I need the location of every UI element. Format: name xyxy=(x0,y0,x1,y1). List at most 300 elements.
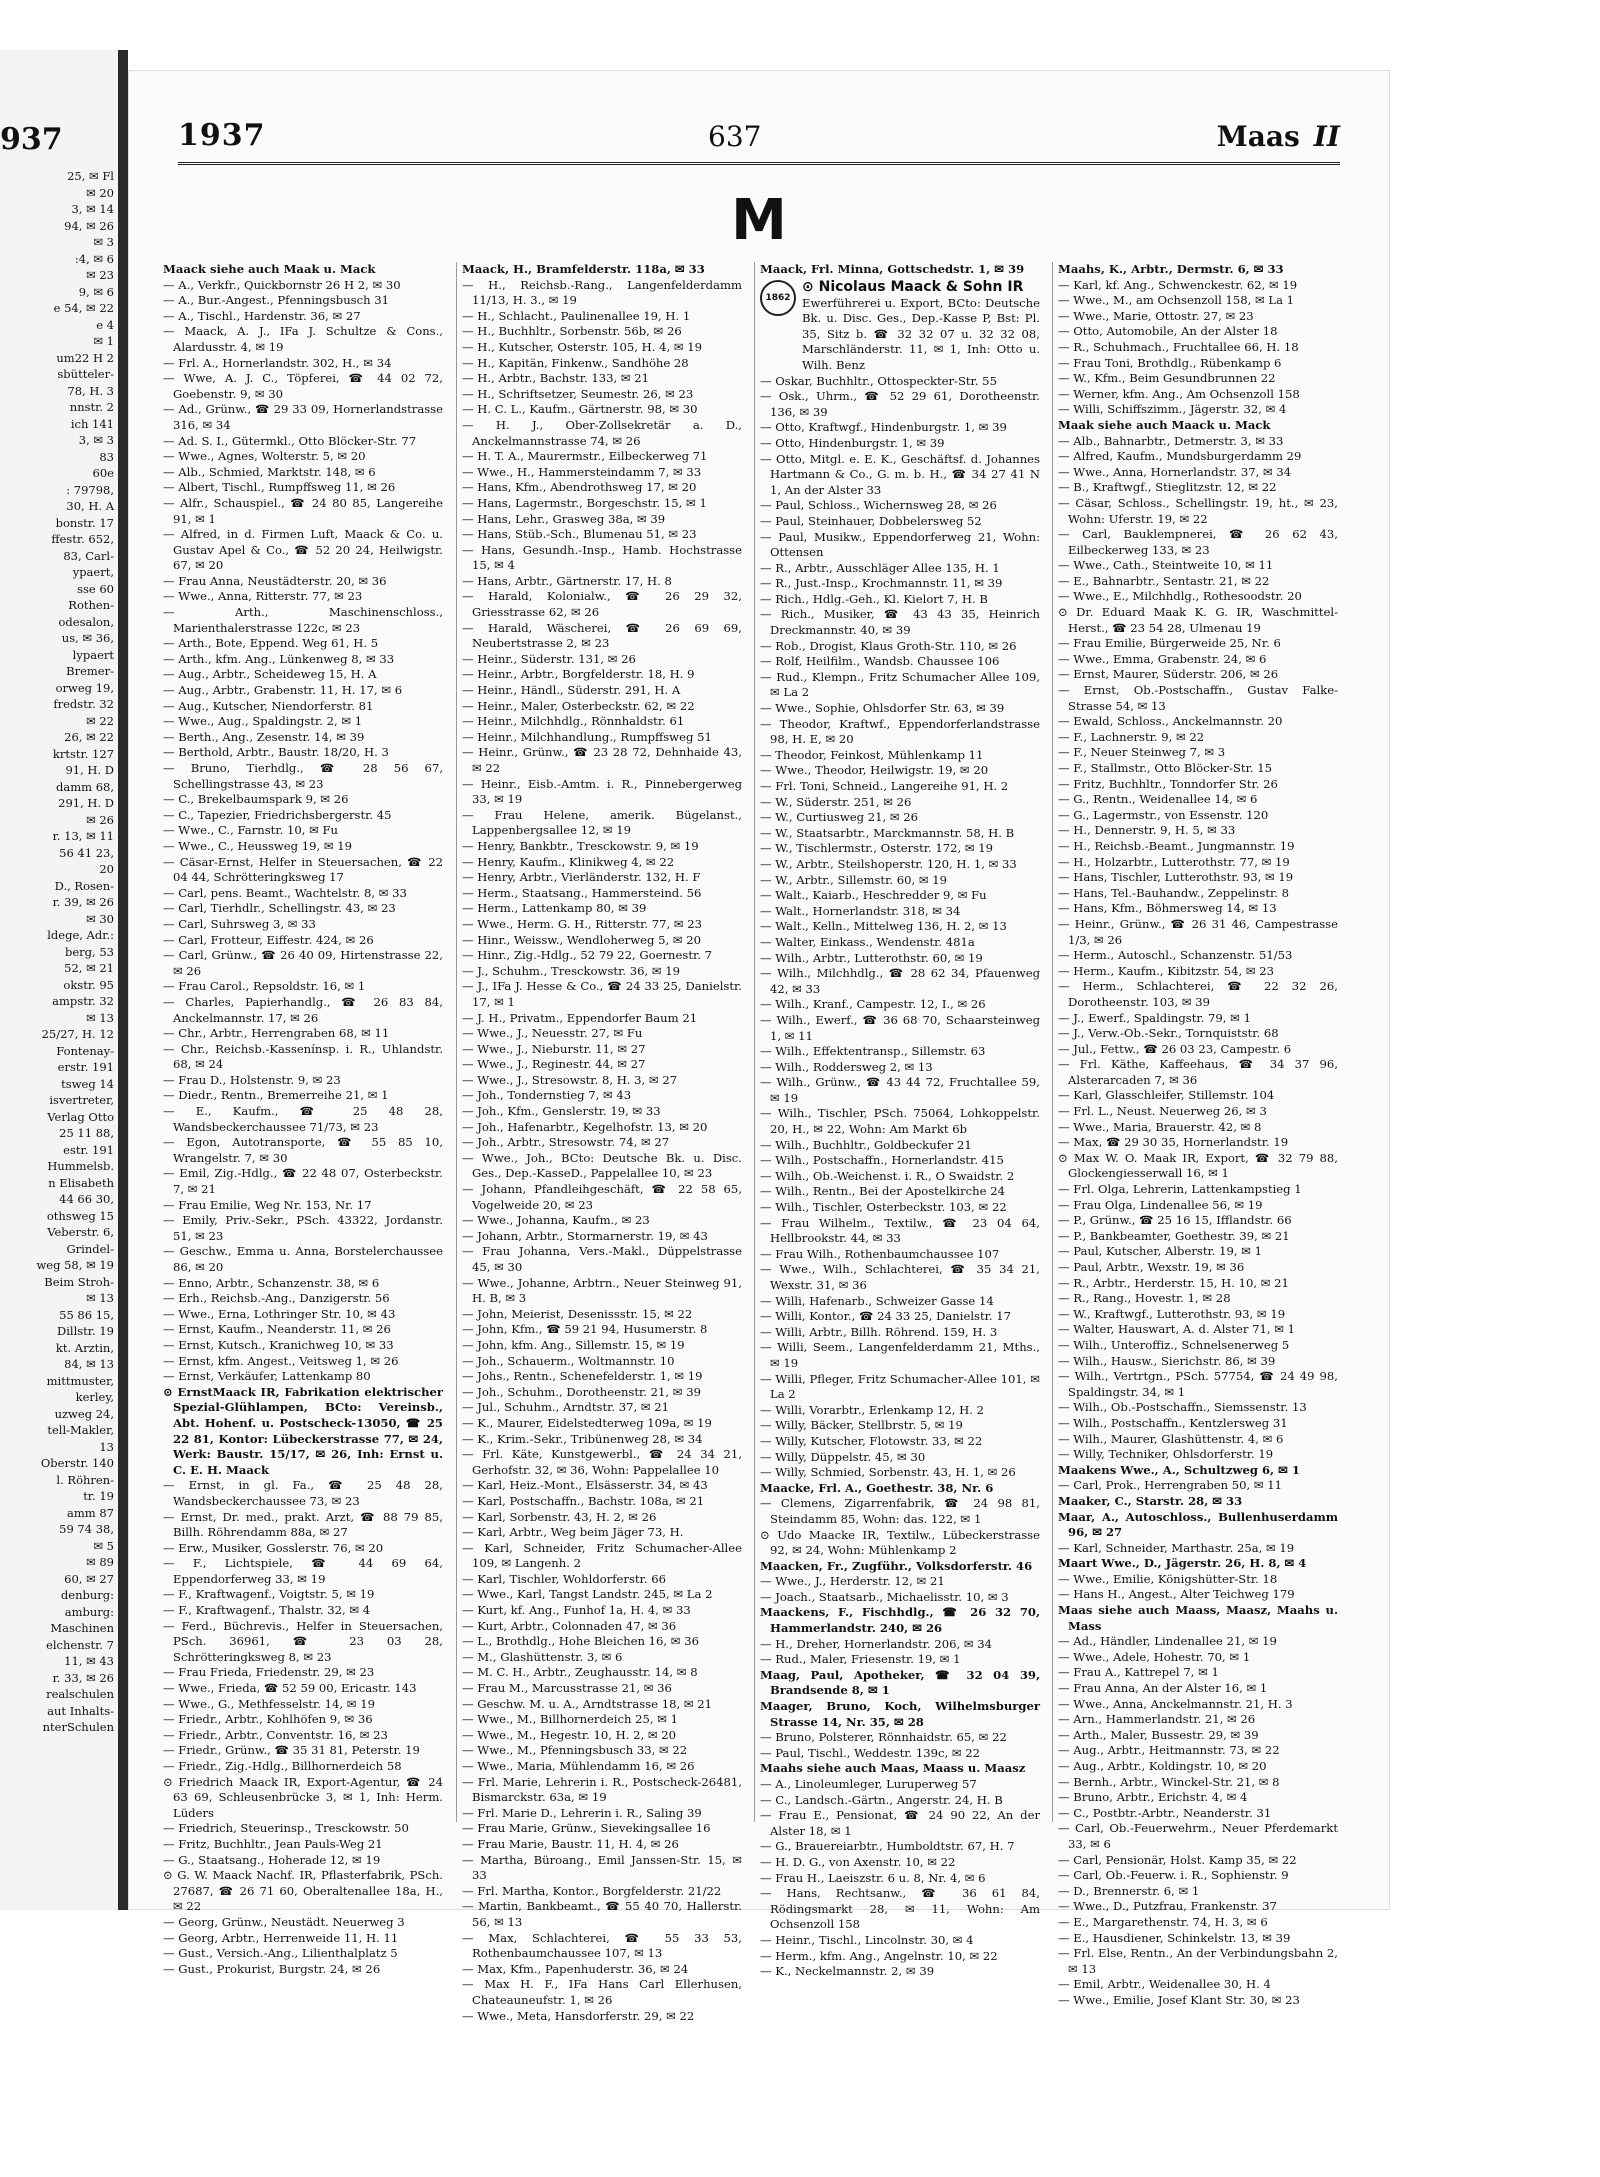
directory-entry: — Alb., Schmied, Marktstr. 148, ✉ 6 xyxy=(163,464,376,479)
directory-entry: — Willy, Schmied, Sorbenstr. 43, H. 1, ✉ 26 xyxy=(760,1465,1016,1480)
previous-page-line: 83, Carl- xyxy=(63,548,114,563)
directory-entry: — Frl. Else, Rentn., An der Verbindungsbahn 2, ✉ 13 xyxy=(1058,1946,1338,1976)
directory-entry: — Aug., Arbtr., Scheideweg 15, H. A xyxy=(163,667,377,682)
directory-entry: — Frl. A., Hornerlandstr. 302, H., ✉ 34 xyxy=(163,355,392,370)
directory-entry: — Walter, Hauswart, A. d. Alster 71, ✉ 1 xyxy=(1058,1322,1296,1337)
directory-entry: — Heinr., Milchhdlg., Rönnhaldstr. 61 xyxy=(462,714,685,729)
directory-entry: — Ernst, in gl. Fa., ☎ 25 48 28, Wandsbeckerchaussee 73, ✉ 23 xyxy=(163,1478,443,1508)
directory-entry: — Harald, Kolonialw., ☎ 26 29 32, Griesstrasse 62, ✉ 26 xyxy=(462,589,742,620)
directory-entry: — Emily, Priv.-Sekr., PSch. 43322, Jordanstr. 51, ✉ 23 xyxy=(163,1213,443,1243)
directory-entry: — Geschw., Emma u. Anna, Borstelerchaussee 86, ✉ 20 xyxy=(163,1244,443,1274)
directory-entry: — Karl, Heiz.-Mont., Elsässerstr. 34, ✉ 43 xyxy=(462,1478,708,1493)
previous-page-line: othsweg 15 xyxy=(46,1208,114,1223)
directory-entry: — R., Arbtr., Herderstr. 15, H. 10, ✉ 21 xyxy=(1058,1275,1289,1290)
previous-page-line: Hummelsb. xyxy=(47,1159,114,1173)
previous-page-line: :4, ✉ 6 xyxy=(74,251,114,266)
previous-page-line: ypaert, xyxy=(72,565,114,579)
directory-entry: — Wwe., Emma, Grabenstr. 24, ✉ 6 xyxy=(1058,651,1267,666)
directory-entry: — Theodor, Feinkost, Mühlenkamp 11 xyxy=(760,747,984,762)
directory-entry: — Joh., Arbtr., Stresowstr. 74, ✉ 27 xyxy=(462,1135,670,1150)
directory-entry: — G., Brauereiarbtr., Humboldtstr. 67, H. 7 xyxy=(760,1839,1015,1854)
directory-entry: — Hans, Tel.-Bauhandw., Zeppelinstr. 8 xyxy=(1058,885,1289,900)
directory-entry: — Rob., Drogist, Klaus Groth-Str. 110, ✉ 26 xyxy=(760,638,1017,653)
directory-entry: — Walter, Einkass., Wendenstr. 481a xyxy=(760,934,975,949)
directory-entry: — Alb., Bahnarbtr., Detmerstr. 3, ✉ 33 xyxy=(1058,433,1284,448)
directory-entry: — Hans, Kfm., Abendrothsweg 17, ✉ 20 xyxy=(462,480,697,495)
directory-entry: — Hans, Stüb.-Sch., Blumenau 51, ✉ 23 xyxy=(462,527,697,542)
directory-entry: — F., Lichtspiele, ☎ 44 69 64, Eppendorferweg 33, ✉ 19 xyxy=(163,1556,443,1586)
previous-page-line: r. 13, ✉ 11 xyxy=(52,829,114,843)
directory-page xyxy=(128,70,1390,2023)
directory-entry: — Willi, Pfleger, Fritz Schumacher-Allee 101, ✉ La 2 xyxy=(760,1371,1040,1402)
directory-entry: — Emil, Zig.-Hdlg., ☎ 22 48 07, Osterbeckstr. 7, ✉ 21 xyxy=(163,1166,443,1197)
directory-entry: — Wwe., C., Heussweg 19, ✉ 19 xyxy=(163,838,353,853)
directory-entry: — H. J., Ober-Zollsekretär a. D., Anckelmannstrasse 74, ✉ 26 xyxy=(462,417,742,448)
directory-entry: — Wwe., Herm. G. H., Ritterstr. 77, ✉ 23 xyxy=(462,916,702,931)
directory-entry: — H. C. L., Kaufm., Gärtnerstr. 98, ✉ 30 xyxy=(462,402,698,417)
directory-entry: — Joh., Kfm., Genslerstr. 19, ✉ 33 xyxy=(462,1104,661,1119)
directory-entry: — D., Brennerstr. 6, ✉ 1 xyxy=(1058,1883,1200,1898)
previous-page-line: 25 11 88, xyxy=(59,1126,114,1140)
previous-page-line: Grindel- xyxy=(66,1241,114,1256)
directory-entry: — Carl, Grünw., ☎ 26 40 09, Hirtenstrasse 22, ✉ 26 xyxy=(163,948,443,978)
directory-entry: — L., Brothdlg., Hohe Bleichen 16, ✉ 36 xyxy=(462,1634,699,1649)
previous-page-edge xyxy=(0,50,120,1910)
previous-page-line: amm 87 xyxy=(67,1505,114,1520)
directory-entry: — Johann, Arbtr., Stormarnerstr. 19, ✉ 43 xyxy=(462,1228,708,1243)
directory-entry: — Geschw. M. u. A., Arndtstrasse 18, ✉ 21 xyxy=(462,1696,712,1711)
directory-entry: — Martin, Bankbeamt., ☎ 55 40 70, Hallerstr. 56, ✉ 13 xyxy=(462,1899,742,1929)
previous-page-line: 60, ✉ 27 xyxy=(64,1571,114,1586)
directory-entry: — Willi, Schiffszimm., Jägerstr. 32, ✉ 4 xyxy=(1058,402,1287,417)
directory-entry: — Erh., Reichsb.-Ang., Danzigerstr. 56 xyxy=(163,1291,390,1306)
previous-page-line: elchenstr. 7 xyxy=(46,1637,114,1652)
previous-page-line: 60e xyxy=(92,466,114,480)
directory-entry: — Willi, Hafenarb., Schweizer Gasse 14 xyxy=(760,1293,994,1308)
directory-entry: — C., Postbtr.-Arbtr., Neanderstr. 31 xyxy=(1058,1805,1272,1820)
directory-entry: — Karl, Tischler, Wohldorferstr. 66 xyxy=(462,1571,666,1586)
previous-page-line: Rothen- xyxy=(68,598,114,612)
previous-page-line: ✉ 3 xyxy=(93,235,114,249)
directory-entry: — Charles, Papierhandlg., ☎ 26 83 84, Anckelmannstr. 17, ✉ 26 xyxy=(163,994,443,1025)
directory-entry: — Wwe., J., Nieburstr. 11, ✉ 27 xyxy=(462,1041,646,1056)
previous-page-line: n Elisabeth xyxy=(48,1175,114,1190)
directory-columns xyxy=(158,262,1344,2023)
directory-entry: ⊙ Nicolaus Maack & Sohn IR xyxy=(802,278,1024,295)
directory-entry: — Wwe., H., Hammersteindamm 7, ✉ 33 xyxy=(462,464,702,479)
previous-page-line: denburg: xyxy=(60,1588,114,1602)
page-number: 637 xyxy=(708,120,762,153)
directory-entry: — Ernst, kfm. Angest., Veitsweg 1, ✉ 26 xyxy=(163,1353,399,1368)
directory-entry: — Karl, Glasschleifer, Stillemstr. 104 xyxy=(1058,1088,1275,1103)
directory-entry: — Wwe., Maria, Brauerstr. 42, ✉ 8 xyxy=(1058,1119,1262,1134)
directory-entry: — Frau Emilie, Bürgerweide 25, Nr. 6 xyxy=(1058,636,1281,651)
directory-entry: — Ad., Händler, Lindenallee 21, ✉ 19 xyxy=(1058,1634,1277,1649)
directory-entry: ⊙ Max W. O. Maak IR, Export, ☎ 32 79 88, Glockengiesserwall 16, ✉ 1 xyxy=(1058,1150,1338,1181)
directory-entry: — Ewald, Schloss., Anckelmannstr. 20 xyxy=(1058,714,1283,729)
directory-entry: — Frau E., Pensionat, ☎ 24 90 22, An der Alster 18, ✉ 1 xyxy=(760,1808,1040,1838)
directory-entry: — Egon, Autotransporte, ☎ 55 85 10, Wrangelstr. 7, ✉ 30 xyxy=(163,1135,443,1165)
previous-page-line: Bremer- xyxy=(66,664,114,678)
previous-page-line: uzweg 24, xyxy=(54,1406,114,1421)
directory-entry: — Friedrich, Steuerinsp., Tresckowstr. 50 xyxy=(163,1821,409,1836)
directory-entry: — Wwe., Adele, Hohestr. 70, ✉ 1 xyxy=(1058,1649,1251,1664)
directory-entry: — K., Krim.-Sekr., Tribünenweg 28, ✉ 34 xyxy=(462,1431,703,1446)
directory-entry: Ewerführerei u. Export, BCto: Deutsche Bk. u. Disc. Ges., Dep.-Kasse P, Bst: Pl. 35, Sitz b. ☎ 32 32 07 u. 32 32 08, Marschländerstr. 11, ✉ 1, Inh: Otto u. Wilh. Benz xyxy=(802,295,1040,372)
directory-entry: — Martha, Büroang., Emil Janssen-Str. 15, ✉ 33 xyxy=(462,1852,742,1883)
previous-page-line: ✉ 13 xyxy=(86,1291,114,1305)
previous-page-line: 9, ✉ 6 xyxy=(78,284,114,299)
directory-entry: — Hans, Rechtsanw., ☎ 36 61 84, Rödingsmarkt 28, ✉ 11, Wohn: Am Ochsenzoll 158 xyxy=(760,1886,1040,1932)
directory-entry: — Wilh., Tischler, Osterbeckstr. 103, ✉ 22 xyxy=(760,1200,1007,1215)
previous-page-line: 56 41 23, xyxy=(59,845,114,860)
previous-page-line: weg 58, ✉ 19 xyxy=(36,1258,114,1272)
previous-page-line: 59 74 38, xyxy=(59,1522,114,1536)
previous-page-line: Fontenay- xyxy=(56,1043,114,1058)
previous-page-line: 3, ✉ 14 xyxy=(71,202,114,216)
directory-entry: — Karl, Arbtr., Weg beim Jäger 73, H. xyxy=(462,1525,684,1540)
directory-entry: — C., Tapezier, Friedrichsbergerstr. 45 xyxy=(163,807,392,822)
directory-entry: — Frau Helene, amerik. Bügelanst., Lappenbergsallee 12, ✉ 19 xyxy=(462,807,742,838)
directory-entry: — Werner, kfm. Ang., Am Ochsenzoll 158 xyxy=(1058,386,1300,401)
directory-entry: Maar, A., Autoschloss., Bullenhuserdamm 96, ✉ 27 xyxy=(1058,1509,1338,1540)
directory-entry: — Wwe., Johanne, Arbtrn., Neuer Steinweg 91, H. B, ✉ 3 xyxy=(462,1275,742,1306)
directory-entry: — Hinr., Zig.-Hdlg., 52 79 22, Goernestr. 7 xyxy=(462,948,712,963)
directory-entry: — Wwe., Erna, Lothringer Str. 10, ✉ 43 xyxy=(163,1306,396,1321)
previous-page-line: nnstr. 2 xyxy=(69,400,114,414)
previous-page-line: damm 68, xyxy=(56,779,114,794)
directory-entry: — Bruno, Tierhdlg., ☎ 28 56 67, Schellingstrasse 43, ✉ 23 xyxy=(163,761,443,791)
directory-entry: — Frau Marie, Baustr. 11, H. 4, ✉ 26 xyxy=(462,1836,679,1851)
directory-entry: — Frau H., Laeiszstr. 6 u. 8, Nr. 4, ✉ 6 xyxy=(760,1870,986,1885)
column-4 xyxy=(1052,262,1343,2007)
directory-entry: — Wilh., Arbtr., Lutterothstr. 60, ✉ 19 xyxy=(760,950,983,965)
directory-entry: — E., Hausdiener, Schinkelstr. 13, ✉ 39 xyxy=(1058,1930,1291,1945)
directory-entry: — Rud., Klempn., Fritz Schumacher Allee 109, ✉ La 2 xyxy=(760,669,1040,700)
directory-entry: — Wwe., J., Neuesstr. 27, ✉ Fu xyxy=(462,1026,643,1041)
directory-entry: — G., Rentn., Weidenallee 14, ✉ 6 xyxy=(1058,792,1258,807)
previous-page-line: ffestr. 652, xyxy=(51,532,114,546)
previous-page-line: ampstr. 32 xyxy=(52,994,114,1008)
directory-entry: — Hans H., Angest., Alter Teichweg 179 xyxy=(1058,1587,1295,1602)
directory-entry: — G., Lagermstr., von Essenstr. 120 xyxy=(1058,807,1269,822)
directory-entry: — Wilh., Maurer, Glashüttenstr. 4, ✉ 6 xyxy=(1058,1431,1284,1446)
column-3 xyxy=(754,262,1045,1979)
directory-entry: — K., Neckelmannstr. 2, ✉ 39 xyxy=(760,1964,935,1979)
directory-entry: — H., Dennerstr. 9, H. 5, ✉ 33 xyxy=(1058,823,1236,838)
directory-entry: — R., Arbtr., Ausschläger Allee 135, H. 1 xyxy=(760,560,1000,575)
directory-entry: — Wwe., Emilie, Königshütter-Str. 18 xyxy=(1058,1571,1278,1586)
directory-entry: — Max, Kfm., Papenhuderstr. 36, ✉ 24 xyxy=(462,1961,689,1976)
directory-entry: — Heinr., Grünw., ☎ 23 28 72, Dehnhaide 43, ✉ 22 xyxy=(462,745,742,775)
previous-page-line: ich 141 xyxy=(70,416,114,431)
directory-entry: — Karl, Schneider, Fritz Schumacher-Allee 109, ✉ Langenh. 2 xyxy=(462,1540,742,1571)
directory-entry: — Wwe., Theodor, Heilwigstr. 19, ✉ 20 xyxy=(760,763,989,778)
directory-entry: — H., Dreher, Hornerlandstr. 206, ✉ 34 xyxy=(760,1636,993,1651)
directory-entry: — Wwe., J., Reginestr. 44, ✉ 27 xyxy=(462,1057,646,1072)
directory-entry: — Frl. L., Neust. Neuerweg 26, ✉ 3 xyxy=(1058,1104,1267,1119)
previous-page-line: tell-Makler, xyxy=(47,1423,114,1437)
directory-entry: — Harald, Wäscherei, ☎ 26 69 69, Neubertstrasse 2, ✉ 23 xyxy=(462,620,742,651)
directory-entry: — Frl. Martha, Kontor., Borgfelderstr. 21/22 xyxy=(462,1883,722,1898)
directory-entry: — Fritz, Buchhltr., Jean Pauls-Weg 21 xyxy=(163,1836,383,1851)
directory-entry: — Alfr., Schauspiel., ☎ 24 80 85, Langereihe 91, ✉ 1 xyxy=(163,495,443,526)
previous-page-line: ✉ 89 xyxy=(86,1555,114,1569)
directory-entry: — Wwe., Meta, Hansdorferstr. 29, ✉ 22 xyxy=(462,2008,695,2023)
directory-entry: — Aug., Arbtr., Grabenstr. 11, H. 17, ✉ 6 xyxy=(163,683,403,698)
directory-entry: — W., Arbtr., Steilshoperstr. 120, H. 1, ✉ 33 xyxy=(760,856,1017,871)
directory-entry: — Hans, Lehr., Grasweg 38a, ✉ 39 xyxy=(462,511,666,526)
directory-entry: — Chr., Reichsb.-Kassenínsp. i. R., Uhlandstr. 68, ✉ 24 xyxy=(163,1041,443,1072)
directory-entry: — Georg, Grünw., Neustädt. Neuerweg 3 xyxy=(163,1914,405,1929)
directory-entry: — Kurt, kf. Ang., Funhof 1a, H. 4, ✉ 33 xyxy=(462,1603,691,1618)
directory-entry: — Wilh., Roddersweg 2, ✉ 13 xyxy=(760,1059,933,1074)
directory-entry: — Frau Toni, Brothdlg., Rübenkamp 6 xyxy=(1058,355,1282,370)
previous-page-line: e 54, ✉ 22 xyxy=(53,301,114,315)
directory-entry: — Karl, Postschaffn., Bachstr. 108a, ✉ 21 xyxy=(462,1493,705,1508)
directory-entry: — F., Kraftwagenf., Thalstr. 32, ✉ 4 xyxy=(163,1603,371,1618)
previous-page-year: 937 xyxy=(0,122,63,157)
column-2 xyxy=(456,262,747,2023)
directory-entry: — Carl, Tierhdlr., Schellingstr. 43, ✉ 23 xyxy=(163,901,396,916)
directory-entry: Maahs, K., Arbtr., Dermstr. 6, ✉ 33 xyxy=(1058,262,1284,276)
previous-page-line: berg, 53 xyxy=(65,944,114,959)
directory-entry: — Ad. S. I., Gütermkl., Otto Blöcker-Str. 77 xyxy=(163,433,417,448)
directory-entry: — H., Buchhltr., Sorbenstr. 56b, ✉ 26 xyxy=(462,324,682,339)
directory-entry: — Wilh., Vertrtgn., PSch. 57754, ☎ 24 49 98, Spaldingstr. 34, ✉ 1 xyxy=(1058,1369,1338,1399)
directory-entry: — Carl, Ob.-Feuerw. i. R., Sophienstr. 9 xyxy=(1058,1868,1289,1883)
previous-page-line: estr. 191 xyxy=(63,1142,114,1157)
directory-entry: — Aug., Arbtr., Heitmannstr. 73, ✉ 22 xyxy=(1058,1743,1280,1758)
directory-entry: — Wwe., Cath., Steintweite 10, ✉ 11 xyxy=(1058,558,1274,573)
directory-entry: ⊙ Udo Maacke IR, Textilw., Lübeckerstrasse 92, ✉ 24, Wohn: Mühlenkamp 2 xyxy=(760,1527,1040,1558)
directory-entry: — Diedr., Rentn., Bremerreihe 21, ✉ 1 xyxy=(163,1088,389,1103)
directory-entry: — Otto, Hindenburgstr. 1, ✉ 39 xyxy=(760,435,945,450)
directory-entry: Maaker, C., Starstr. 28, ✉ 33 xyxy=(1058,1493,1243,1508)
directory-entry: — Gust., Versich.-Ang., Lilienthalplatz 5 xyxy=(163,1946,398,1961)
previous-page-line: amburg: xyxy=(64,1604,114,1619)
previous-page-line: ✉ 30 xyxy=(86,911,114,926)
directory-entry: — John, Kfm., ☎ 59 21 94, Husumerstr. 8 xyxy=(462,1322,708,1337)
directory-entry: Maack, H., Bramfelderstr. 118a, ✉ 33 xyxy=(462,262,705,276)
directory-entry: — Paul, Steinhauer, Dobbelersweg 52 xyxy=(760,513,982,528)
directory-entry: — Johann, Pfandleihgeschäft, ☎ 22 58 65, Vogelweide 20, ✉ 23 xyxy=(462,1182,742,1212)
directory-entry: — Carl, Frotteur, Eiffestr. 424, ✉ 26 xyxy=(163,932,374,947)
directory-entry: — Frl. Toni, Schneid., Langereihe 91, H. 2 xyxy=(760,779,1009,793)
directory-entry: — Wwe., M., Hegestr. 10, H. 2, ✉ 20 xyxy=(462,1727,676,1742)
directory-entry: — Joh., Hafenarbtr., Kegelhofstr. 13, ✉ 20 xyxy=(462,1119,708,1134)
directory-entry: — Hinr., Weissw., Wendloherweg 5, ✉ 20 xyxy=(462,932,701,947)
directory-entry: — Wwe., Anna, Ritterstr. 77, ✉ 23 xyxy=(163,589,363,604)
directory-entry: — Ernst, Ob.-Postschaffn., Gustav Falke-Strasse 54, ✉ 13 xyxy=(1058,683,1338,713)
directory-entry: — Wwe., M., am Ochsenzoll 158, ✉ La 1 xyxy=(1058,293,1295,308)
directory-entry: — J., Ewerf., Spaldingstr. 79, ✉ 1 xyxy=(1058,1010,1251,1025)
previous-page-line: l. Röhren- xyxy=(56,1472,114,1487)
directory-entry: — A., Tischl., Hardenstr. 36, ✉ 27 xyxy=(163,308,361,323)
directory-entry: — Wwe., D., Putzfrau, Frankenstr. 37 xyxy=(1058,1899,1277,1914)
directory-entry: — F., Kraftwagenf., Voigtstr. 5, ✉ 19 xyxy=(163,1587,375,1602)
directory-entry: — Fritz, Buchhltr., Tonndorfer Str. 26 xyxy=(1058,776,1278,791)
directory-entry: — Willi, Arbtr., Billh. Röhrend. 159, H. 3 xyxy=(760,1324,998,1339)
directory-entry: — Bruno, Polsterer, Rönnhaidstr. 65, ✉ 22 xyxy=(760,1730,1007,1745)
directory-entry: — Wilh., Effektentransp., Sillemstr. 63 xyxy=(760,1044,986,1059)
directory-entry: — Frl. Olga, Lehrerin, Lattenkampstieg 1 xyxy=(1058,1182,1302,1197)
directory-entry: — Ernst, Verkäufer, Lattenkamp 80 xyxy=(163,1369,371,1384)
directory-entry: — Erw., Musiker, Gosslerstr. 76, ✉ 20 xyxy=(163,1540,384,1555)
directory-entry: — Cäsar, Schloss., Schellingstr. 19, ht., ✉ 23, Wohn: Uferstr. 19, ✉ 22 xyxy=(1058,495,1338,526)
directory-entry: — Wilh., Ob.-Weichenst. i. R., O Swaidstr. 2 xyxy=(760,1168,1015,1183)
previous-page-line: 30, H. A xyxy=(66,499,114,513)
directory-entry: — Hans, Lagermstr., Borgeschstr. 15, ✉ 1 xyxy=(462,495,707,510)
directory-entry: — Arn., Hammerlandstr. 21, ✉ 26 xyxy=(1058,1712,1256,1727)
previous-page-line: tr. 19 xyxy=(83,1489,114,1503)
previous-page-line: bonstr. 17 xyxy=(55,515,114,530)
previous-page-line: mittmuster, xyxy=(46,1373,114,1388)
directory-entry: — W., Curtiusweg 21, ✉ 26 xyxy=(760,810,919,825)
previous-page-line: 20 xyxy=(99,862,114,876)
previous-page-line: aut Inhalts- xyxy=(47,1703,114,1718)
directory-entry: — W., Süderstr. 251, ✉ 26 xyxy=(760,794,912,809)
directory-entry: — Arth., Bote, Eppend. Weg 61, H. 5 xyxy=(163,636,379,651)
directory-entry: — Heinr., Maler, Osterbeckstr. 62, ✉ 22 xyxy=(462,698,695,713)
directory-entry: — Wwe., Sophie, Ohlsdorfer Str. 63, ✉ 39 xyxy=(760,701,1005,716)
directory-entry: — Frau Johanna, Vers.-Makl., Düppelstrasse 45, ✉ 30 xyxy=(462,1244,742,1274)
directory-entry: — Otto, Mitgl. e. E. K., Geschäftsf. d. Johannes Hartmann & Co., G. m. b. H., ☎ 34 27 41 N 1, An der Alster 33 xyxy=(760,451,1040,497)
directory-entry: — J., Verw.-Ob.-Sekr., Tornquiststr. 68 xyxy=(1058,1026,1279,1041)
previous-page-line: 25/27, H. 12 xyxy=(41,1027,114,1041)
previous-page-line: orweg 19, xyxy=(55,680,114,695)
directory-entry: — H., Schlacht., Paulinenallee 19, H. 1 xyxy=(462,308,691,323)
directory-entry: — Wwe., Anna, Hornerlandstr. 37, ✉ 34 xyxy=(1058,464,1292,479)
directory-entry: — Wilh., Postschaffn., Kentzlersweg 31 xyxy=(1058,1415,1288,1430)
directory-entry: — Chr., Arbtr., Herrengraben 68, ✉ 11 xyxy=(163,1026,390,1041)
directory-entry: — Willy, Düppelstr. 45, ✉ 30 xyxy=(760,1449,926,1464)
directory-entry: ⊙ ErnstMaack IR, Fabrikation elektrischer Spezial-Glühlampen, BCto: Vereinsb., Abt. Hohenf. u. Postscheck-13050, ☎ 25 22 81, Kontor: Lübeckerstrasse 77, ✉ 24, Werk: Baustr. 15/17, ✉ 26, Inh: Ernst u. C. E. H. Maack xyxy=(163,1384,443,1477)
directory-entry: — Frau Wilhelm., Textilw., ☎ 23 04 64, Hellbrookstr. 44, ✉ 33 xyxy=(760,1215,1040,1246)
directory-entry: — Frau Olga, Lindenallee 56, ✉ 19 xyxy=(1058,1197,1263,1212)
previous-page-line: tsweg 14 xyxy=(61,1076,114,1091)
directory-entry: — Hans, Tischler, Lutterothstr. 93, ✉ 19 xyxy=(1058,870,1294,885)
directory-entry: — F., Stallmstr., Otto Blöcker-Str. 15 xyxy=(1058,761,1272,775)
directory-entry: — Friedr., Arbtr., Kohlhöfen 9, ✉ 36 xyxy=(163,1712,373,1727)
previous-page-line: realschulen xyxy=(46,1687,114,1701)
directory-entry: — Ernst, Maurer, Süderstr. 206, ✉ 26 xyxy=(1058,667,1279,682)
directory-entry: — Rich., Musiker, ☎ 43 43 35, Heinrich Dreckmannstr. 40, ✉ 39 xyxy=(760,607,1040,638)
directory-entry: — Heinr., Händl., Süderstr. 291, H. A xyxy=(462,683,681,698)
directory-entry: — Carl, Bauklempnerei, ☎ 26 62 43, Eilbeckerweg 133, ✉ 23 xyxy=(1058,527,1338,557)
directory-entry: Maak siehe auch Maack u. Mack xyxy=(1058,417,1271,432)
directory-entry: — Henry, Bankbtr., Tresckowstr. 9, ✉ 19 xyxy=(462,838,699,853)
header-year: 1937 xyxy=(178,118,266,153)
directory-entry: — M., Glashüttenstr. 3, ✉ 6 xyxy=(462,1649,623,1664)
directory-entry: — Wwe., Johanna, Kaufm., ✉ 23 xyxy=(462,1213,650,1228)
directory-entry: — Willi, Kontor., ☎ 24 33 25, Danielstr. 17 xyxy=(760,1309,1012,1324)
directory-entry: — Otto, Kraftwgf., Hindenburgstr. 1, ✉ 39 xyxy=(760,420,1007,435)
directory-entry: — R., Just.-Insp., Krochmannstr. 11, ✉ 39 xyxy=(760,576,1003,591)
directory-entry: — Heinr., Grünw., ☎ 26 31 46, Campestrasse 1/3, ✉ 26 xyxy=(1058,916,1338,947)
previous-page-line: 11, ✉ 43 xyxy=(64,1654,114,1668)
directory-entry: — Wwe., Frieda, ☎ 52 59 00, Ericastr. 143 xyxy=(163,1681,417,1696)
column-1 xyxy=(158,262,448,1976)
directory-entry: — Friedr., Zig.-Hdlg., Billhornerdeich 58 xyxy=(163,1759,402,1773)
directory-entry: — Aug., Arbtr., Koldingstr. 10, ✉ 20 xyxy=(1058,1759,1267,1773)
directory-entry: — Karl, Schneider, Marthastr. 25a, ✉ 19 xyxy=(1058,1540,1295,1555)
directory-entry: — Wwe., Emilie, Josef Klant Str. 30, ✉ 23 xyxy=(1058,1992,1300,2007)
directory-entry: — E., Margarethenstr. 74, H. 3, ✉ 6 xyxy=(1058,1914,1268,1929)
directory-entry: — Wwe., Anna, Anckelmannstr. 21, H. 3 xyxy=(1058,1696,1293,1711)
directory-entry: — Herm., Staatsang., Hammersteind. 56 xyxy=(462,885,702,900)
directory-entry: — Wwe., G., Methfesselstr. 14, ✉ 19 xyxy=(163,1696,375,1711)
directory-entry: — Wilh., Grünw., ☎ 43 44 72, Fruchtallee 59, ✉ 19 xyxy=(760,1075,1040,1105)
directory-entry: — Osk., Uhrm., ☎ 52 29 61, Dorotheenstr. 136, ✉ 39 xyxy=(760,389,1040,419)
directory-entry: — Frau M., Marcusstrasse 21, ✉ 36 xyxy=(462,1681,672,1696)
directory-entry: — Herm., kfm. Ang., Angelnstr. 10, ✉ 22 xyxy=(760,1948,998,1963)
previous-page-line: erstr. 191 xyxy=(57,1060,114,1074)
previous-page-line: Dillstr. 19 xyxy=(57,1324,114,1338)
directory-entry: Maack, Frl. Minna, Gottschedstr. 1, ✉ 39 xyxy=(760,262,1025,276)
directory-entry: ⊙ Friedrich Maack IR, Export-Agentur, ☎ 24 63 69, Schleusenbrücke 3, ✉ 1, Inh: Herm. Lüders xyxy=(163,1774,443,1820)
directory-entry: — Paul, Arbtr., Wexstr. 19, ✉ 36 xyxy=(1058,1260,1245,1274)
directory-entry: — Wilh., Buchhltr., Goldbeckufer 21 xyxy=(760,1137,972,1152)
directory-entry: Maack siehe auch Maak u. Mack xyxy=(163,262,376,276)
directory-entry: — Wwe., Joh., BCto: Deutsche Bk. u. Disc. Ges., Dep.-KasseD., Pappelallee 10, ✉ 23 xyxy=(462,1150,742,1181)
directory-entry: — Albert, Tischl., Rumpffsweg 11, ✉ 26 xyxy=(163,480,396,495)
previous-page-line: 94, ✉ 26 xyxy=(64,218,114,233)
directory-entry: — H. D. G., von Axenstr. 10, ✉ 22 xyxy=(760,1854,956,1869)
directory-entry: — Karl, kf. Ang., Schwenckestr. 62, ✉ 19 xyxy=(1058,277,1298,292)
previous-page-line: 3, ✉ 3 xyxy=(78,433,114,447)
directory-entry: — Wilh., Milchhdlg., ☎ 28 62 34, Pfauenweg 42, ✉ 33 xyxy=(760,966,1040,996)
directory-entry: Maag, Paul, Apotheker, ☎ 32 04 39, Brandsende 8, ✉ 1 xyxy=(760,1667,1040,1698)
directory-entry: — Johs., Rentn., Schenefelderstr. 1, ✉ 19 xyxy=(462,1369,703,1384)
directory-entry: — Georg, Arbtr., Herrenweide 11, H. 11 xyxy=(163,1930,399,1945)
directory-entry: — R., Rang., Hovestr. 1, ✉ 28 xyxy=(1058,1291,1231,1306)
previous-page-line: kerley, xyxy=(75,1390,114,1404)
company-seal-icon: 1862 xyxy=(760,280,796,316)
directory-entry: — Rud., Maler, Friesenstr. 19, ✉ 1 xyxy=(760,1652,961,1667)
previous-page-line: 25, ✉ Fl xyxy=(67,169,114,183)
previous-page-line: Maschinen xyxy=(50,1621,114,1635)
previous-page-line: nterSchulen xyxy=(42,1720,114,1734)
previous-page-line: ✉ 22 xyxy=(86,713,114,728)
previous-page-text xyxy=(0,168,114,1736)
directory-entry: — Theodor, Kraftwf., Eppendorferlandstrasse 98, H. E, ✉ 20 xyxy=(760,716,1040,747)
directory-entry: — W., Arbtr., Sillemstr. 60, ✉ 19 xyxy=(760,872,947,887)
previous-page-line: krtstr. 127 xyxy=(52,746,114,761)
previous-page-line: lypaert xyxy=(72,647,114,662)
directory-entry: — Heinr., Milchhandlung., Rumpffsweg 51 xyxy=(462,729,712,744)
directory-entry: — Joh., Tondernstieg 7, ✉ 43 xyxy=(462,1088,632,1103)
directory-entry: — Paul, Schloss., Wichernsweg 28, ✉ 26 xyxy=(760,498,997,513)
directory-entry: — H., Holzarbtr., Lutterothstr. 77, ✉ 19 xyxy=(1058,854,1290,869)
directory-entry: — B., Kraftwgf., Stieglitzstr. 12, ✉ 22 xyxy=(1058,480,1277,495)
directory-entry: — Wwe., E., Milchhdlg., Rothesoodstr. 20 xyxy=(1058,589,1302,604)
directory-entry: — Bernh., Arbtr., Winckel-Str. 21, ✉ 8 xyxy=(1058,1774,1280,1789)
previous-page-line: kt. Arztin, xyxy=(55,1340,114,1355)
directory-entry: — Frau Emilie, Weg Nr. 153, Nr. 17 xyxy=(163,1197,372,1212)
directory-entry: — Carl, Pensionär, Holst. Kamp 35, ✉ 22 xyxy=(1058,1852,1297,1867)
directory-entry: — H., Reichsb.-Rang., Langenfelderdamm 11/13, H. 3., ✉ 19 xyxy=(462,277,742,308)
directory-entry: — Arth., Maschinenschloss., Marienthalerstrasse 122c, ✉ 23 xyxy=(163,605,443,635)
directory-entry: — Carl, Prok., Herrengraben 50, ✉ 11 xyxy=(1058,1478,1283,1493)
directory-entry: ⊙ G. W. Maack Nachf. IR, Pflasterfabrik, PSch. 27687, ☎ 26 71 60, Oberaltenallee 18a, H., ✉ 22 xyxy=(163,1868,443,1914)
previous-page-line: 26, ✉ 22 xyxy=(64,730,114,744)
directory-entry: Maacke, Frl. A., Goethestr. 38, Nr. 6 xyxy=(760,1480,994,1495)
previous-page-line: fredstr. 32 xyxy=(53,697,114,711)
directory-entry: — A., Bur.-Angest., Pfenningsbusch 31 xyxy=(163,293,390,308)
directory-entry: — Ernst, Dr. med., prakt. Arzt, ☎ 88 79 85, Billh. Röhrendamm 88a, ✉ 27 xyxy=(163,1509,443,1540)
directory-entry: — Cäsar-Ernst, Helfer in Steuersachen, ☎ 22 04 44, Schrötteringksweg 17 xyxy=(163,854,443,885)
